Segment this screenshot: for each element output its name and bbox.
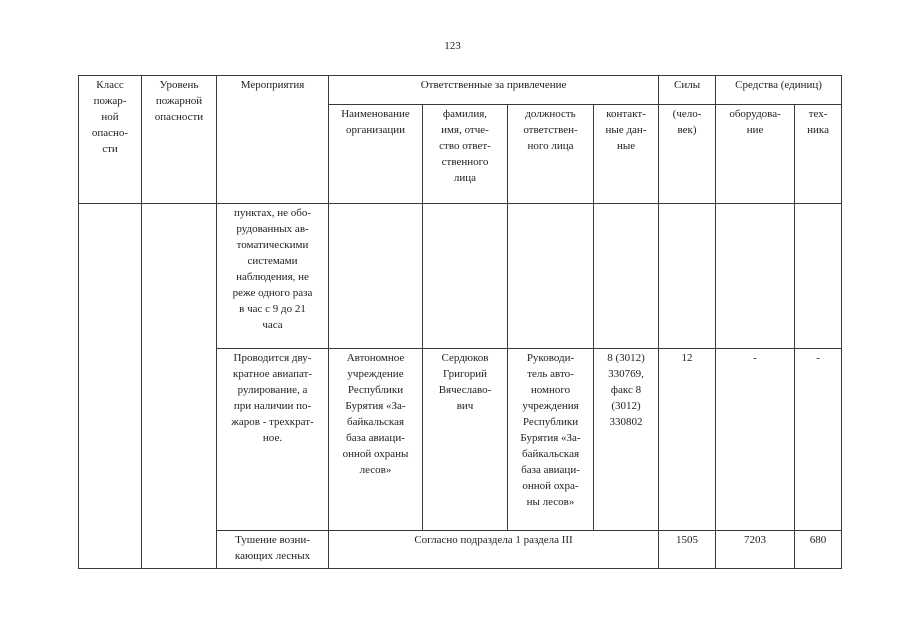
header-contacts: контакт- ные дан- ные — [594, 105, 659, 204]
header-responsible: Ответственные за привлечение — [329, 76, 659, 105]
row-2-measures: Проводится дву- кратное авиапат- рулирование, а при наличии по- жаров - трехкрат- ное. — [217, 349, 329, 531]
row-1-contacts — [594, 204, 659, 349]
row-2-forces: 12 — [659, 349, 716, 531]
page-number: 123 — [444, 40, 461, 52]
row-1-full-name — [423, 204, 508, 349]
row-1-position — [508, 204, 594, 349]
header-measures: Мероприятия — [217, 76, 329, 204]
row-3-responsible-merged: Согласно подраздела 1 раздела III — [329, 531, 659, 569]
row-2-full-name: Сердюков Григорий Вячеславо- вич — [423, 349, 508, 531]
header-org-name: Наименование организации — [329, 105, 423, 204]
row-1-measures: пунктах, не обо- рудованных ав- томатическими системами наблюдения, не реже одного раза в час с 9 до 21 часа — [217, 204, 329, 349]
row-1-equipment — [716, 204, 795, 349]
header-fire-level: Уровень пожарной опасности — [142, 76, 217, 204]
row-1-machinery — [795, 204, 842, 349]
row-2-machinery: - — [795, 349, 842, 531]
row-1-org-name — [329, 204, 423, 349]
row-3-measures: Тушение возни- кающих лесных — [217, 531, 329, 569]
row-1-forces — [659, 204, 716, 349]
row-2-position: Руководи- тель авто- номного учреждения Республики Бурятия «За- байкальская база авиаци- онной охра- ны лесов» — [508, 349, 594, 531]
header-equipment: оборудова- ние — [716, 105, 795, 204]
body-fire-class-cell — [79, 204, 142, 569]
row-3-machinery: 680 — [795, 531, 842, 569]
header-forces: Силы — [659, 76, 716, 105]
header-fire-class: Класс пожар- ной опасно- сти — [79, 76, 142, 204]
row-3-equipment: 7203 — [716, 531, 795, 569]
header-full-name: фамилия, имя, отче- ство ответ- ственного лица — [423, 105, 508, 204]
row-2-org-name: Автономное учреждение Республики Бурятия «За- байкальская база авиаци- онной охраны лесов» — [329, 349, 423, 531]
header-people: (чело- век) — [659, 105, 716, 204]
body-fire-level-cell — [142, 204, 217, 569]
row-3-forces: 1505 — [659, 531, 716, 569]
header-position: должность ответствен- ного лица — [508, 105, 594, 204]
fire-measures-table — [78, 75, 842, 569]
row-2-equipment: - — [716, 349, 795, 531]
table-row — [79, 204, 842, 349]
header-row-top — [79, 76, 842, 105]
row-2-contacts: 8 (3012) 330769, факс 8 (3012) 330802 — [594, 349, 659, 531]
header-means: Средства (единиц) — [716, 76, 842, 105]
header-machinery: тех- ника — [795, 105, 842, 204]
